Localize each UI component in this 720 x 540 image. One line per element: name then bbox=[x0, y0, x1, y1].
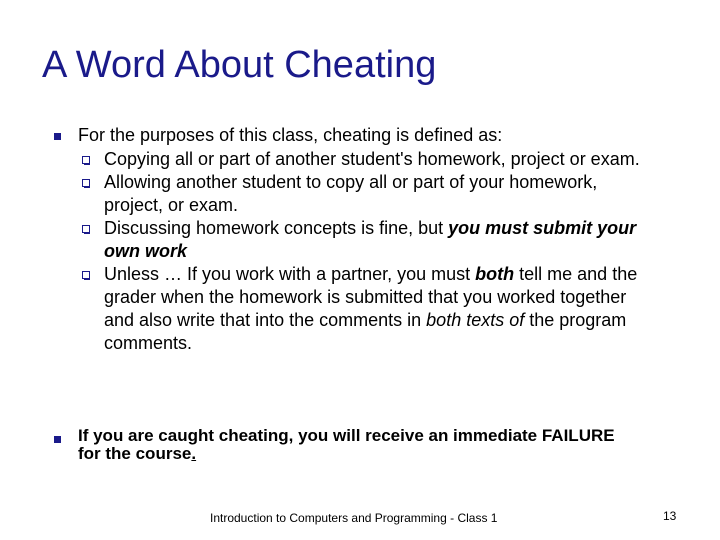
hollow-square-bullet-icon bbox=[82, 271, 90, 279]
sub-bullet-4-text-1: Unless … If you work with a partner, you must bbox=[104, 264, 476, 284]
bullet-1-text: For the purposes of this class, cheating is defined as: bbox=[78, 125, 503, 145]
sub-bullet-3-text: Discussing homework concepts is fine, but bbox=[104, 218, 449, 238]
sub-bullet-3-emphasis: you must submit your own work bbox=[104, 218, 637, 261]
sub-bullet-list bbox=[48, 148, 644, 355]
sub-bullet-4-text-3: the program comments. bbox=[104, 310, 627, 353]
sub-bullet-2 bbox=[48, 171, 644, 217]
sub-bullet-2-text: Allowing another student to copy all or part of your homework, project, or exam. bbox=[104, 172, 598, 215]
bullet-2-tail: . bbox=[191, 444, 197, 463]
square-bullet-icon bbox=[54, 436, 61, 443]
sub-bullet-4 bbox=[48, 263, 644, 355]
sub-bullet-4-emphasis-2: both texts of bbox=[426, 310, 525, 330]
footer-text: Introduction to Computers and Programming - Class 1 bbox=[210, 511, 498, 525]
hollow-square-bullet-icon bbox=[82, 225, 90, 233]
bullet-2 bbox=[48, 427, 638, 463]
sub-bullet-1-text: Copying all or part of another student's homework, project or exam. bbox=[104, 149, 640, 169]
slide-title: A Word About Cheating bbox=[42, 44, 437, 86]
page-number: 13 bbox=[663, 509, 677, 523]
sub-bullet-1 bbox=[48, 148, 644, 171]
square-bullet-icon bbox=[54, 133, 61, 140]
bullet-1-row bbox=[48, 124, 644, 147]
sub-bullet-4-text-2: tell me and the grader when the homework is submitted that you worked together and also write that into the comments in bbox=[104, 264, 638, 330]
hollow-square-bullet-icon bbox=[82, 179, 90, 187]
bullet-1 bbox=[48, 124, 644, 355]
sub-bullet-4-emphasis-1: both bbox=[475, 264, 515, 284]
sub-bullet-3 bbox=[48, 217, 644, 263]
bullet-2-row bbox=[48, 427, 638, 463]
hollow-square-bullet-icon bbox=[82, 156, 90, 164]
bullet-2-text: If you are caught cheating, you will receive an immediate FAILURE for the course bbox=[78, 426, 615, 463]
